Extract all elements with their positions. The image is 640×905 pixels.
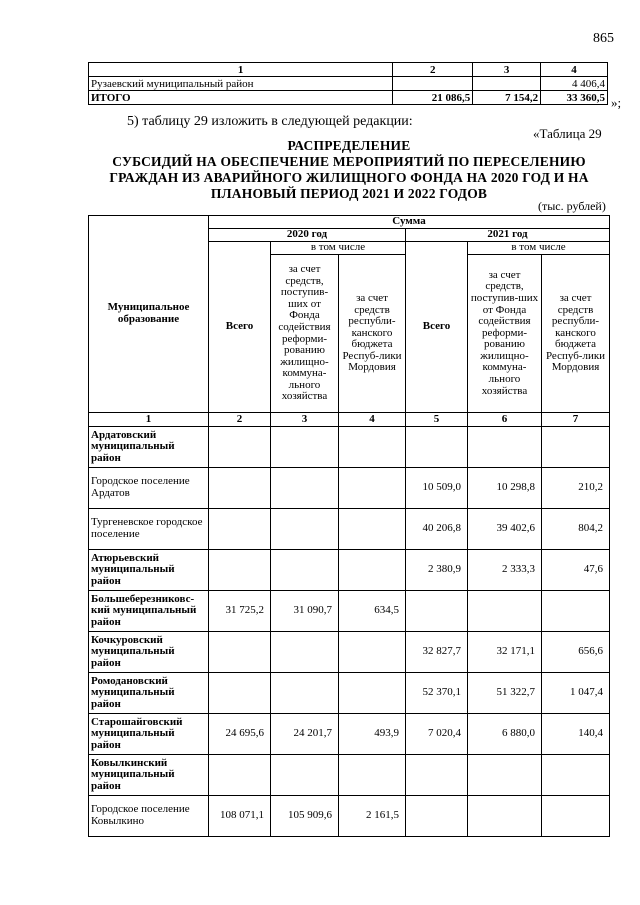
value-cell: 210,2 [542, 468, 610, 509]
table-row [89, 550, 610, 591]
value-cell [468, 755, 542, 796]
header-row [89, 216, 610, 229]
value-cell: 2 161,5 [339, 796, 406, 837]
header-cell: 3 [473, 63, 541, 77]
table-row [89, 632, 610, 673]
value-cell [209, 468, 271, 509]
value-cell [271, 509, 339, 550]
value-cell: 32 171,1 [468, 632, 542, 673]
title-line: СУБСИДИЙ НА ОБЕСПЕЧЕНИЕ МЕРОПРИЯТИЙ ПО ПЕРЕСЕЛЕНИЮ [112, 154, 586, 169]
value-cell [271, 427, 339, 468]
value-cell: 7 020,4 [406, 714, 468, 755]
column-number: 3 [271, 413, 339, 427]
fund-header: за счет средств, поступив-ших от Фонда содействия реформи-рованию жилищно-коммуна-льного хозяйства [468, 255, 542, 413]
sum-header: Сумма [209, 216, 610, 229]
subsidy-table [88, 215, 610, 837]
value-cell [339, 755, 406, 796]
year-2020-header: 2020 год [209, 229, 406, 242]
value-cell [209, 632, 271, 673]
year-2021-header: 2021 год [406, 229, 610, 242]
table-row [89, 427, 610, 468]
continuation-header-row [89, 63, 608, 77]
value-cell [468, 591, 542, 632]
value-cell [209, 755, 271, 796]
column-number: 1 [89, 413, 209, 427]
value-cell [406, 755, 468, 796]
value-cell: 10 509,0 [406, 468, 468, 509]
including-header: в том числе [468, 242, 610, 255]
header-cell: 2 [393, 63, 473, 77]
total-header: Всего [209, 242, 271, 413]
value-cell [271, 632, 339, 673]
value-cell [542, 796, 610, 837]
title-line: ГРАЖДАН ИЗ АВАРИЙНОГО ЖИЛИЩНОГО ФОНДА НА 2020 ГОД И НА [109, 170, 589, 185]
municipality-name: Атюрьевский муниципальный район [89, 550, 209, 591]
value-cell [339, 427, 406, 468]
cell [393, 77, 473, 91]
value-cell [209, 550, 271, 591]
closing-quote: »; [611, 95, 622, 110]
value-cell [406, 427, 468, 468]
value-cell [468, 796, 542, 837]
cell: 21 086,5 [393, 91, 473, 105]
value-cell: 6 880,0 [468, 714, 542, 755]
units-note: (тыс. рублей) [538, 199, 606, 213]
column-number: 2 [209, 413, 271, 427]
table-row [89, 755, 610, 796]
value-cell: 31 090,7 [271, 591, 339, 632]
municipality-name: Ардатовский муниципальный район [89, 427, 209, 468]
municipality-name: Ковылкинский муниципальный район [89, 755, 209, 796]
column-number: 7 [542, 413, 610, 427]
value-cell: 140,4 [542, 714, 610, 755]
value-cell: 24 201,7 [271, 714, 339, 755]
value-cell: 108 071,1 [209, 796, 271, 837]
municipality-name: Тургеневское городское поселение [89, 509, 209, 550]
total-row [89, 91, 608, 105]
value-cell [339, 673, 406, 714]
row-name: ИТОГО [89, 91, 393, 105]
table-row [89, 77, 608, 91]
value-cell [271, 755, 339, 796]
total-header: Всего [406, 242, 468, 413]
cell [473, 77, 541, 91]
value-cell [339, 468, 406, 509]
header-cell: 4 [541, 63, 608, 77]
value-cell [209, 509, 271, 550]
title-line: ПЛАНОВЫЙ ПЕРИОД 2021 И 2022 ГОДОВ [210, 186, 488, 201]
value-cell: 31 725,2 [209, 591, 271, 632]
page-number: 865 [593, 31, 614, 46]
col-municipality-header: Муниципальное образование [89, 216, 209, 413]
value-cell [542, 755, 610, 796]
value-cell [406, 591, 468, 632]
row-name: Рузаевский муниципальный район [89, 77, 393, 91]
including-header: в том числе [271, 242, 406, 255]
municipality-name: Старошайговский муниципальный район [89, 714, 209, 755]
value-cell: 105 909,6 [271, 796, 339, 837]
value-cell [271, 550, 339, 591]
column-number: 6 [468, 413, 542, 427]
value-cell [209, 427, 271, 468]
value-cell: 493,9 [339, 714, 406, 755]
value-cell: 39 402,6 [468, 509, 542, 550]
value-cell [209, 673, 271, 714]
header-cell: 1 [89, 63, 393, 77]
value-cell: 51 322,7 [468, 673, 542, 714]
value-cell: 1 047,4 [542, 673, 610, 714]
continuation-table [88, 62, 608, 105]
value-cell: 2 380,9 [406, 550, 468, 591]
value-cell: 40 206,8 [406, 509, 468, 550]
value-cell [542, 591, 610, 632]
republic-budget-header: за счет средств республи-канского бюджета Респуб-лики Мордовия [542, 255, 610, 413]
value-cell: 656,6 [542, 632, 610, 673]
table-row [89, 673, 610, 714]
column-numbers-row [89, 413, 610, 427]
value-cell [271, 468, 339, 509]
instruction-text: 5) таблицу 29 изложить в следующей редакции: [127, 114, 413, 129]
value-cell: 32 827,7 [406, 632, 468, 673]
municipality-name: Ромодановский муниципальный район [89, 673, 209, 714]
table-row [89, 714, 610, 755]
cell: 33 360,5 [541, 91, 608, 105]
column-number: 5 [406, 413, 468, 427]
value-cell: 10 298,8 [468, 468, 542, 509]
title-line: РАСПРЕДЕЛЕНИЕ [287, 138, 411, 153]
value-cell [468, 427, 542, 468]
value-cell [339, 550, 406, 591]
value-cell [271, 673, 339, 714]
table-row [89, 796, 610, 837]
municipality-name: Городское поселение Ковылкино [89, 796, 209, 837]
fund-header: за счет средств, поступив-ших от Фонда содействия реформи-рованию жилищно-коммуна-льного хозяйства [271, 255, 339, 413]
value-cell [542, 427, 610, 468]
value-cell: 52 370,1 [406, 673, 468, 714]
column-number: 4 [339, 413, 406, 427]
value-cell: 634,5 [339, 591, 406, 632]
republic-budget-header: за счет средств республи-канского бюджета Респуб-лики Мордовия [339, 255, 406, 413]
value-cell: 804,2 [542, 509, 610, 550]
value-cell: 24 695,6 [209, 714, 271, 755]
value-cell: 47,6 [542, 550, 610, 591]
table-title [88, 138, 610, 202]
table-row [89, 509, 610, 550]
municipality-name: Городское поселение Ардатов [89, 468, 209, 509]
table-row [89, 468, 610, 509]
cell: 4 406,4 [541, 77, 608, 91]
cell: 7 154,2 [473, 91, 541, 105]
table-row [89, 591, 610, 632]
value-cell: 2 333,3 [468, 550, 542, 591]
value-cell [406, 796, 468, 837]
municipality-name: Большеберезниковс-кий муниципальный район [89, 591, 209, 632]
value-cell [339, 509, 406, 550]
municipality-name: Кочкуровский муниципальный район [89, 632, 209, 673]
table-label: «Таблица 29 [533, 126, 602, 141]
value-cell [339, 632, 406, 673]
